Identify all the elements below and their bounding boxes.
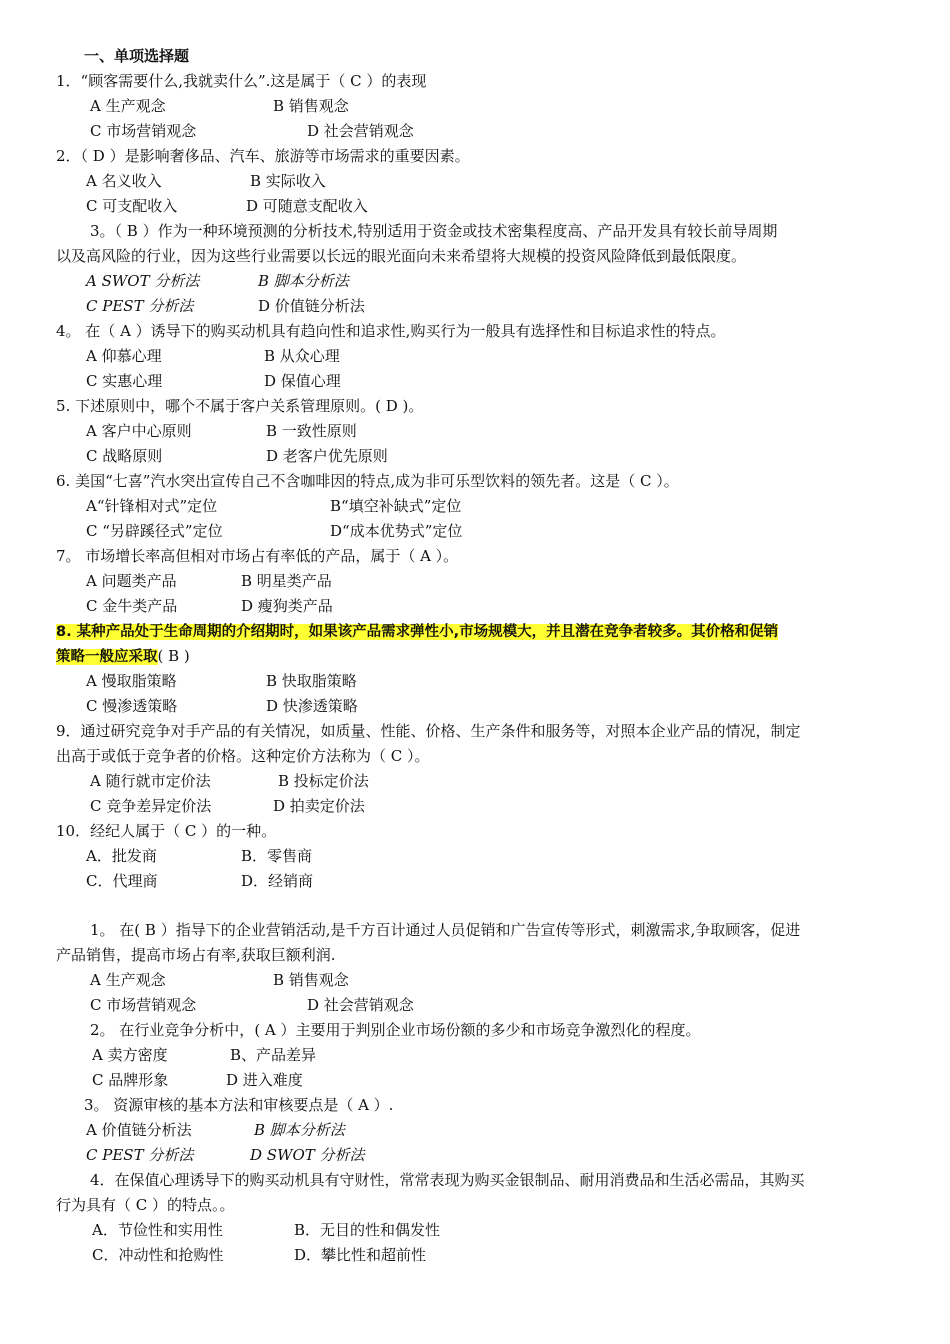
text-line: D“成本优势式”定位 [330,522,463,540]
text-line: A 价值链分析法 [86,1121,192,1139]
text-line: 10．经纪人属于（ C ）的一种。 [56,822,277,840]
text-line: A 慢取脂策略 [86,672,177,690]
text-line: A 随行就市定价法 [90,772,211,790]
text-line: A．节俭性和实用性 [92,1221,223,1239]
text-line: C 慢渗透策略 [86,697,178,715]
text-line: C．冲动性和抢购性 [92,1246,224,1264]
text-line: B 明星类产品 [241,572,332,590]
text-line: 4。 在（ A ）诱导下的购买动机具有趋向性和追求性,购买行为一般具有选择性和目标追求性的特点。 [56,322,726,340]
text-line: A 生产观念 [90,971,166,989]
question-8-highlight-2: 策略一般应采取 [56,649,158,665]
text-line: D 拍卖定价法 [273,797,365,815]
text-line: B．零售商 [241,847,313,865]
text-line: A“针锋相对式”定位 [86,497,218,515]
text-line: 2．（ D ）是影响奢侈品、汽车、旅游等市场需求的重要因素。 [56,147,470,165]
text-line: D 瘦狗类产品 [241,597,333,615]
text-line: B 一致性原则 [266,422,357,440]
text-line: C 市场营销观念 [90,122,197,140]
text-line: C 实惠心理 [86,372,163,390]
text-line: 3。（ B ）作为一种环境预测的分析技术,特别适用于资金或技术密集程度高、产品开发具有较长前导周期 [90,222,778,240]
text-line: D．攀比性和超前性 [294,1246,427,1264]
text-line: D 保值心理 [264,372,341,390]
text-line: C．代理商 [86,872,158,890]
question-8-highlight-1: 8. 某种产品处于生命周期的介绍期时，如果该产品需求弹性小,市场规模大，并且潜在竞争者较多。其价格和促销 [56,624,779,640]
text-line: 2。 在行业竞争分析中，( A ）主要用于判别企业市场份额的多少和市场竞争激烈化的程度。 [90,1021,701,1039]
question-8-answer: ( B ) [157,647,190,665]
text-line: 产品销售，提高市场占有率,获取巨额利润. [56,946,336,964]
question-8-line-1 [56,621,778,641]
text-line: 9．通过研究竞争对手产品的有关情况，如质量、性能、价格、生产条件和服务等，对照本企业产品的情况，制定 [56,722,801,740]
text-line: A 名义收入 [86,172,162,190]
text-line: B 快取脂策略 [266,672,357,690]
text-line: B．无目的性和偶发性 [294,1221,441,1239]
text-line: A 卖方密度 [92,1046,168,1064]
text-line: 4．在保值心理诱导下的购买动机具有守财性，常常表现为购买金银制品、耐用消费品和生活必需品，其购买 [90,1171,805,1189]
text-line: 5. 下述原则中，哪个不属于客户关系管理原则。( D )。 [56,397,424,415]
text-line: 3。 资源审核的基本方法和审核要点是（ A ）. [84,1096,394,1114]
text-line: B 脚本分析法 [258,272,349,290]
text-line: C PEST 分析法 [86,1146,194,1164]
text-line: A SWOT 分析法 [86,272,200,290]
text-line: C 可支配收入 [86,197,178,215]
text-line: B 实际收入 [250,172,326,190]
text-line: D 价值链分析法 [258,297,365,315]
text-line: 以及高风险的行业，因为这些行业需要以长远的眼光面向未来希望将大规模的投资风险降低到最低限度。 [56,247,747,265]
text-line: C “另辟蹊径式”定位 [86,522,223,540]
text-line: D 可随意支配收入 [246,197,368,215]
text-line: 6. 美国“七喜”汽水突出宣传自己不含咖啡因的特点,成为非可乐型饮料的领先者。这是（ C ）。 [56,472,679,490]
text-line: D 老客户优先原则 [266,447,388,465]
text-line: A 仰慕心理 [86,347,162,365]
text-line: 行为具有（ C ）的特点。。 [56,1196,235,1214]
text-line: A．批发商 [86,847,157,865]
text-line: 7。 市场增长率高但相对市场占有率低的产品，属于（ A ）。 [56,547,459,565]
text-line: C 竞争差异定价法 [90,797,212,815]
text-line: D．经销商 [241,872,314,890]
text-line: 1．“顾客需要什么,我就卖什么”.这是属于（ C ）的表现 [56,72,427,90]
section-title: 一、单项选择题 [84,47,190,65]
text-line: C 市场营销观念 [90,996,197,1014]
text-line: B 投标定价法 [278,772,369,790]
text-line: D 进入难度 [226,1071,303,1089]
text-line: C 战略原则 [86,447,163,465]
text-line: C 品牌形象 [92,1071,169,1089]
text-line: 1。 在( B ）指导下的企业营销活动,是千方百计通过人员促销和广告宣传等形式，刺激需求,争取顾客，促进 [90,921,801,939]
text-line: C PEST 分析法 [86,297,194,315]
text-line: B“填空补缺式”定位 [330,497,462,515]
text-line: A 生产观念 [90,97,166,115]
text-line: D 社会营销观念 [307,996,414,1014]
text-line: B 脚本分析法 [254,1121,345,1139]
text-line: A 问题类产品 [86,572,177,590]
text-line: D SWOT 分析法 [250,1146,365,1164]
text-line: B 销售观念 [273,971,349,989]
text-line: B 从众心理 [264,347,340,365]
question-8-line-2 [56,646,190,666]
text-line: 出高于或低于竞争者的价格。这种定价方法称为（ C ）。 [56,747,430,765]
text-line: A 客户中心原则 [86,422,192,440]
text-line: C 金牛类产品 [86,597,178,615]
text-line: B 销售观念 [273,97,349,115]
text-line: B、产品差异 [230,1046,317,1064]
text-line: D 社会营销观念 [307,122,414,140]
text-line: D 快渗透策略 [266,697,358,715]
